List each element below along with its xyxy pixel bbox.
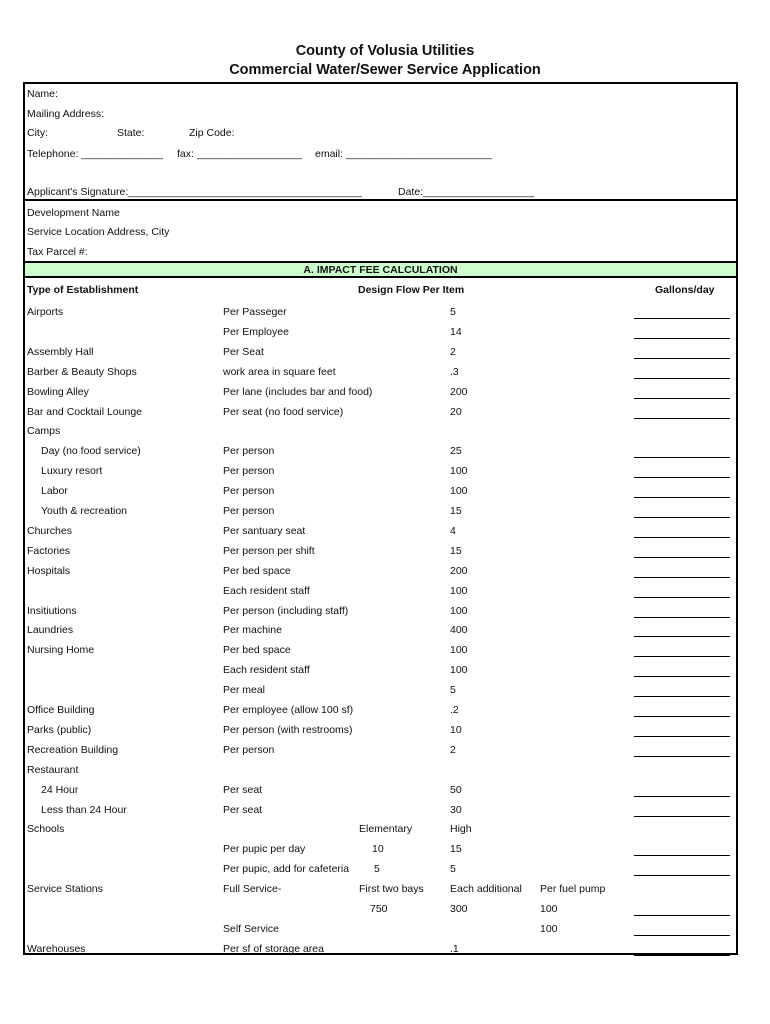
flow-value: 2 — [450, 744, 456, 756]
flow-unit: Per seat (no food service) — [223, 406, 344, 418]
flow-value: 100 — [450, 664, 468, 676]
zip-code-field[interactable]: Zip Code: — [189, 127, 235, 139]
divider — [23, 199, 738, 201]
flow-unit: Per person per shift — [223, 545, 315, 557]
flow-unit: Per person (including staff) — [223, 605, 349, 617]
table-row — [0, 406, 770, 420]
email-field[interactable]: email: _________________________ — [315, 148, 492, 160]
development-name-field[interactable]: Development Name — [27, 207, 120, 219]
flow-extra: First two bays — [359, 883, 424, 895]
table-row — [0, 585, 770, 599]
flow-value: 100 — [450, 465, 468, 477]
table-row — [0, 425, 770, 439]
table-row — [0, 903, 770, 917]
establishment-type: Labor — [41, 485, 68, 497]
table-row — [0, 804, 770, 818]
flow-value: 200 — [450, 386, 468, 398]
establishment-type: Schools — [27, 823, 65, 835]
flow-unit: Per person — [223, 465, 275, 477]
table-row — [0, 823, 770, 837]
flow-value: 14 — [450, 326, 462, 338]
city-field[interactable]: City: — [27, 127, 48, 139]
flow-unit: Per Seat — [223, 346, 264, 358]
flow-unit: Per meal — [223, 684, 266, 696]
date-field[interactable]: Date:___________________ — [398, 186, 535, 198]
flow-value: 20 — [450, 406, 462, 418]
table-row — [0, 764, 770, 778]
gallons-input-line[interactable] — [634, 318, 730, 319]
gallons-input-line[interactable] — [634, 537, 730, 538]
telephone-field[interactable]: Telephone: ______________ — [27, 148, 164, 160]
flow-unit: Per person — [223, 505, 275, 517]
gallons-input-line[interactable] — [634, 875, 730, 876]
establishment-type: Less than 24 Hour — [41, 804, 127, 816]
establishment-type: Airports — [27, 306, 64, 318]
establishment-type: Factories — [27, 545, 71, 557]
flow-value: .2 — [450, 704, 459, 716]
table-row — [0, 724, 770, 738]
establishment-type: Office Building — [27, 704, 95, 716]
flow-value: 5 — [450, 306, 456, 318]
service-location-field[interactable]: Service Location Address, City — [27, 226, 170, 238]
gallons-input-line[interactable] — [634, 915, 730, 916]
establishment-type: Warehouses — [27, 943, 86, 955]
table-row — [0, 704, 770, 718]
table-row — [0, 485, 770, 499]
flow-value: 100 — [450, 485, 468, 497]
gallons-input-line[interactable] — [634, 816, 730, 817]
flow-unit: work area in square feet — [223, 366, 336, 378]
table-row — [0, 386, 770, 400]
state-field[interactable]: State: — [117, 127, 145, 139]
flow-unit: Per bed space — [223, 644, 291, 656]
table-row — [0, 366, 770, 380]
establishment-type: Youth & recreation — [41, 505, 128, 517]
gallons-input-line[interactable] — [634, 378, 730, 379]
flow-unit: Per Passeger — [223, 306, 287, 318]
establishment-type: 24 Hour — [41, 784, 79, 796]
flow-unit: Per person — [223, 744, 275, 756]
table-row — [0, 684, 770, 698]
establishment-type: Recreation Building — [27, 744, 119, 756]
flow-unit: Each resident staff — [223, 585, 310, 597]
flow-value: 100 — [450, 644, 468, 656]
gallons-input-line[interactable] — [634, 636, 730, 637]
table-row — [0, 525, 770, 539]
flow-extra: 750 — [370, 903, 388, 915]
establishment-type: Nursing Home — [27, 644, 95, 656]
flow-extra-2: 100 — [540, 923, 558, 935]
flow-unit: Per person (with restrooms) — [223, 724, 353, 736]
gallons-input-line[interactable] — [634, 935, 730, 936]
table-row — [0, 943, 770, 957]
mailing-address-field[interactable]: Mailing Address: — [27, 108, 105, 120]
gallons-input-line[interactable] — [634, 656, 730, 657]
section-title: A. IMPACT FEE CALCULATION — [303, 264, 458, 276]
flow-value: .1 — [450, 943, 459, 955]
establishment-type: Service Stations — [27, 883, 103, 895]
flow-extra: Elementary — [359, 823, 413, 835]
table-row — [0, 883, 770, 897]
gallons-input-line[interactable] — [634, 617, 730, 618]
section-header — [25, 261, 736, 278]
establishment-type: Camps — [27, 425, 61, 437]
name-field[interactable]: Name: — [27, 88, 58, 100]
gallons-input-line[interactable] — [634, 955, 730, 956]
gallons-input-line[interactable] — [634, 418, 730, 419]
flow-value: 15 — [450, 505, 462, 517]
establishment-type: Insitiutions — [27, 605, 77, 617]
gallons-input-line[interactable] — [634, 756, 730, 757]
gallons-input-line[interactable] — [634, 696, 730, 697]
table-row — [0, 744, 770, 758]
gallons-input-line[interactable] — [634, 517, 730, 518]
establishment-type: Parks (public) — [27, 724, 92, 736]
flow-unit: Self Service — [223, 923, 280, 935]
gallons-input-line[interactable] — [634, 557, 730, 558]
establishment-type: Luxury resort — [41, 465, 103, 477]
flow-value: 25 — [450, 445, 462, 457]
flow-value: 15 — [450, 843, 462, 855]
table-row — [0, 784, 770, 798]
flow-value: 2 — [450, 346, 456, 358]
flow-unit: Per machine — [223, 624, 282, 636]
flow-value: 30 — [450, 804, 462, 816]
flow-unit: Per seat — [223, 804, 263, 816]
flow-unit: Each resident staff — [223, 664, 310, 676]
table-row — [0, 465, 770, 479]
gallons-input-line[interactable] — [634, 398, 730, 399]
col-header-flow: Design Flow Per Item — [358, 284, 465, 296]
flow-unit: Full Service- — [223, 883, 282, 895]
flow-value: 10 — [450, 724, 462, 736]
gallons-input-line[interactable] — [634, 497, 730, 498]
establishment-type: Day (no food service) — [41, 445, 141, 457]
flow-unit: Per bed space — [223, 565, 291, 577]
flow-value: 5 — [450, 863, 456, 875]
gallons-input-line[interactable] — [634, 338, 730, 339]
fax-field[interactable]: fax: __________________ — [177, 148, 302, 160]
flow-value: Each additional — [450, 883, 522, 895]
table-row — [0, 863, 770, 877]
flow-value: 100 — [450, 585, 468, 597]
flow-value: 4 — [450, 525, 456, 537]
flow-value: 15 — [450, 545, 462, 557]
page-title: County of Volusia Utilities — [295, 43, 475, 59]
flow-unit: Per Employee — [223, 326, 289, 338]
table-row — [0, 624, 770, 638]
flow-extra: 10 — [372, 843, 384, 855]
establishment-type: Restaurant — [27, 764, 79, 776]
flow-unit: Per pupic, add for cafeteria — [223, 863, 350, 875]
table-row — [0, 346, 770, 360]
gallons-input-line[interactable] — [634, 716, 730, 717]
flow-value: 100 — [450, 605, 468, 617]
gallons-input-line[interactable] — [634, 736, 730, 737]
table-row — [0, 505, 770, 519]
gallons-input-line[interactable] — [634, 796, 730, 797]
flow-extra-2: 100 — [540, 903, 558, 915]
flow-value: 200 — [450, 565, 468, 577]
establishment-type: Barber & Beauty Shops — [27, 366, 137, 378]
flow-value: 300 — [450, 903, 468, 915]
col-header-type: Type of Establishment — [27, 284, 139, 296]
table-row — [0, 445, 770, 459]
gallons-input-line[interactable] — [634, 855, 730, 856]
establishment-type: Churches — [27, 525, 72, 537]
signature-field[interactable]: Applicant's Signature:________________________________________ — [27, 186, 362, 198]
flow-unit: Per sf of storage area — [223, 943, 324, 955]
establishment-type: Hospitals — [27, 565, 71, 577]
gallons-input-line[interactable] — [634, 676, 730, 677]
table-row — [0, 644, 770, 658]
flow-unit: Per santuary seat — [223, 525, 306, 537]
table-row — [0, 565, 770, 579]
flow-unit: Per pupic per day — [223, 843, 306, 855]
establishment-type: Bar and Cocktail Lounge — [27, 406, 142, 418]
flow-unit: Per seat — [223, 784, 263, 796]
gallons-input-line[interactable] — [634, 577, 730, 578]
gallons-input-line[interactable] — [634, 477, 730, 478]
flow-unit: Per lane (includes bar and food) — [223, 386, 373, 398]
gallons-input-line[interactable] — [634, 457, 730, 458]
establishment-type: Laundries — [27, 624, 74, 636]
flow-unit: Per person — [223, 445, 275, 457]
flow-unit: Per person — [223, 485, 275, 497]
establishment-type: Assembly Hall — [27, 346, 94, 358]
table-row — [0, 843, 770, 857]
table-row — [0, 326, 770, 340]
table-row — [0, 923, 770, 937]
flow-value: 400 — [450, 624, 468, 636]
flow-value: 50 — [450, 784, 462, 796]
flow-extra: 5 — [374, 863, 380, 875]
establishment-type: Bowling Alley — [27, 386, 89, 398]
page-subtitle: Commercial Water/Sewer Service Application — [229, 62, 541, 78]
table-row — [0, 605, 770, 619]
flow-value: High — [450, 823, 472, 835]
tax-parcel-field[interactable]: Tax Parcel #: — [27, 246, 88, 258]
gallons-input-line[interactable] — [634, 358, 730, 359]
flow-extra-2: Per fuel pump — [540, 883, 606, 895]
table-row — [0, 306, 770, 320]
table-row — [0, 664, 770, 678]
flow-value: .3 — [450, 366, 459, 378]
table-row — [0, 545, 770, 559]
flow-unit: Per employee (allow 100 sf) — [223, 704, 354, 716]
gallons-input-line[interactable] — [634, 597, 730, 598]
flow-value: 5 — [450, 684, 456, 696]
col-header-gallons: Gallons/day — [655, 284, 715, 296]
